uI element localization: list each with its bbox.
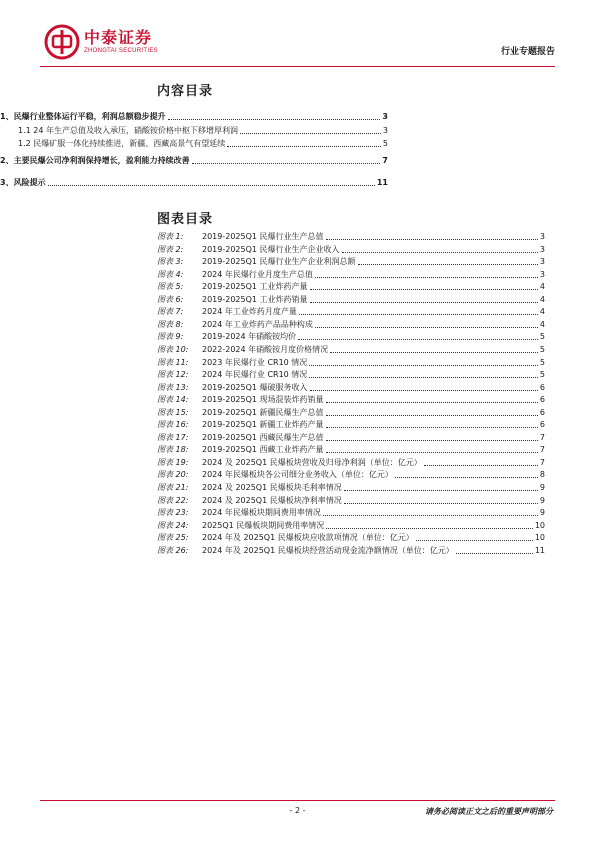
figure-entry-number: 图表 11: [157, 357, 189, 367]
figure-entry[interactable] [157, 382, 545, 393]
figure-entry-page: 10 [534, 533, 545, 543]
figure-entry-page: 6 [539, 420, 545, 430]
dot-leader [310, 302, 538, 303]
figure-entry[interactable] [157, 507, 545, 518]
figure-entry[interactable] [157, 344, 545, 355]
figure-entry-page: 9 [539, 483, 545, 492]
dot-leader [315, 327, 538, 328]
figure-entry-number: 图表 3: [157, 257, 184, 267]
figure-entry-title: 2019-2025Q1 爆破服务收入 [202, 382, 308, 392]
toc-title: 内容目录 [157, 84, 214, 99]
page-header [0, 0, 595, 70]
figure-entry-number: 图表 26: [157, 545, 189, 555]
figure-entry-title: 2019-2024 年硝酸铵均价 [202, 332, 297, 342]
figure-entry[interactable] [157, 281, 545, 292]
toc-entry-page: 7 [382, 156, 388, 165]
figure-entry[interactable] [157, 520, 545, 531]
dot-leader [326, 427, 538, 428]
zhongtai-logo-icon [44, 24, 80, 60]
toc-entry-label: 1、民爆行业整体运行平稳，利润总额稳步提升 [0, 112, 166, 121]
dot-leader [326, 239, 538, 240]
figure-entry-page: 6 [539, 382, 545, 392]
figure-entry-title: 2019-2025Q1 民爆行业生产总值 [202, 232, 324, 241]
dot-leader [227, 146, 381, 147]
dot-leader [416, 540, 533, 541]
figure-entry-number: 图表 15: [157, 407, 189, 417]
toc-entry-page: 3 [382, 112, 388, 121]
figure-entry[interactable] [157, 394, 545, 405]
figure-entry[interactable] [157, 545, 545, 556]
dot-leader [330, 352, 538, 353]
figure-entry-title: 2024 年民爆行业 CR10 情况 [202, 370, 308, 380]
figure-entry-title: 2019-2025Q1 民爆行业生产企业收入 [202, 244, 340, 254]
figure-entry-number: 图表 14: [157, 395, 189, 405]
figure-entry-page: 5 [539, 357, 545, 367]
figure-entry-title: 2019-2025Q1 新疆民爆生产总值 [202, 407, 324, 417]
figure-entry-number: 图表 19: [157, 457, 189, 467]
disclaimer-text: 请务必阅读正文之后的重要声明部分 [425, 807, 553, 816]
dot-leader [326, 440, 538, 441]
figure-entry-page: 8 [539, 470, 545, 480]
dot-leader [240, 133, 381, 134]
toc-entry[interactable] [0, 110, 388, 122]
figure-entry-number: 图表 1: [157, 232, 184, 241]
company-logo [44, 24, 158, 60]
header-divider [40, 66, 555, 67]
figure-entry-number: 图表 24: [157, 520, 189, 530]
figure-entry-title: 2019-2025Q1 西藏工业炸药产量 [202, 445, 324, 455]
toc-entry[interactable] [0, 154, 388, 166]
figure-entry-title: 2024 及 2025Q1 民爆板块净利率情况 [202, 495, 342, 505]
dot-leader [326, 402, 538, 403]
figure-entry[interactable] [157, 294, 545, 305]
figure-entry-title: 2019-2025Q1 工业炸药产量 [202, 282, 308, 292]
figure-entry-number: 图表 18: [157, 445, 189, 455]
report-type-label: 行业专题报告 [500, 47, 555, 57]
figure-entry-title: 2024 年民爆板块期间费用率情况 [202, 508, 321, 518]
figure-entry-title: 2024 年民爆行业月度生产总值 [202, 269, 313, 279]
figure-entry[interactable] [157, 244, 545, 255]
figure-entry[interactable] [157, 432, 545, 443]
figure-entry-page: 3 [539, 244, 545, 254]
figure-entry-page: 7 [539, 457, 545, 467]
toc-entry-label: 2、主要民爆公司净利润保持增长，盈利能力持续改善 [0, 156, 190, 165]
figure-entry-number: 图表 7: [157, 307, 184, 317]
figure-entry-page: 7 [539, 445, 545, 455]
figure-entry-title: 2025Q1 民爆板块期间费用率情况 [202, 520, 325, 530]
dot-leader [315, 277, 538, 278]
figure-entry-number: 图表 9: [157, 332, 184, 342]
dot-leader [298, 339, 538, 340]
figure-entry-page: 6 [539, 407, 545, 417]
figure-entry-title: 2023 年民爆行业 CR10 情况 [202, 357, 308, 367]
dot-leader [342, 252, 538, 253]
figure-entry[interactable] [157, 419, 545, 430]
toc-entry[interactable] [0, 176, 388, 188]
figure-entry-page: 3 [539, 269, 545, 279]
dot-leader [48, 185, 375, 186]
figure-entry-number: 图表 2: [157, 244, 184, 254]
figure-entry-number: 图表 20: [157, 470, 189, 480]
figure-entry-title: 2019-2025Q1 工业炸药销量 [202, 294, 308, 304]
dot-leader [310, 390, 538, 391]
toc-entry-page: 5 [382, 139, 388, 148]
figure-entry-title: 2024 年工业炸药月度产量 [202, 307, 297, 317]
figure-entry-page: 6 [539, 395, 545, 405]
figure-entry[interactable] [157, 331, 545, 342]
figure-entry-title: 2019-2025Q1 西藏民爆生产总值 [202, 432, 324, 442]
figure-entry-page: 11 [534, 545, 545, 555]
logo-english-name: ZHONGTAI SECURITIES [84, 48, 158, 54]
figure-entry[interactable] [157, 457, 545, 468]
dot-leader [344, 503, 538, 504]
figure-entry-number: 图表 22: [157, 495, 189, 505]
figure-entry[interactable] [157, 357, 545, 368]
figure-entry[interactable] [157, 369, 545, 380]
dot-leader [326, 452, 538, 453]
footer-divider [40, 800, 555, 801]
logo-chinese-name: 中泰证券 [84, 28, 153, 47]
toc-entry-label: 1.1 24 年生产总值及收入承压，硝酸铵价格中枢下移增厚利润 [18, 126, 238, 135]
figure-entry-number: 图表 16: [157, 420, 189, 430]
figure-entry-page: 9 [539, 508, 545, 518]
figure-entry-page: 9 [539, 495, 545, 505]
figure-entry[interactable] [157, 444, 545, 455]
figure-entry-page: 5 [539, 344, 545, 354]
figure-entry-page: 4 [539, 307, 545, 317]
figure-entry-page: 3 [539, 232, 545, 241]
figure-entry-title: 2022-2024 年硝酸铵月度价格情况 [202, 344, 329, 354]
figure-entry-page: 7 [539, 432, 545, 442]
figure-entry-title: 2024 及 2025Q1 民爆板块毛利率情况 [202, 483, 342, 492]
figure-entry-title: 2024 年工业炸药产品品种构成 [202, 319, 313, 329]
dot-leader [310, 289, 538, 290]
figure-entry[interactable] [157, 495, 545, 506]
figure-entry-page: 3 [539, 257, 545, 267]
figure-entry-number: 图表 21: [157, 483, 189, 492]
figure-entry-number: 图表 23: [157, 508, 189, 518]
figure-entry-page: 4 [539, 319, 545, 329]
toc-entry[interactable] [0, 137, 388, 149]
dot-leader [344, 490, 538, 491]
figure-entry-page: 5 [539, 370, 545, 380]
figure-entry-title: 2019-2025Q1 新疆工业炸药产量 [202, 420, 324, 430]
figure-entry[interactable] [157, 469, 545, 480]
figure-entry[interactable] [157, 269, 545, 280]
page-number: - 2 - [289, 806, 306, 815]
dot-leader [358, 264, 538, 265]
figure-entry-number: 图表 10: [157, 344, 189, 354]
figure-entry-title: 2024 年及 2025Q1 民爆板块应收款项情况（单位：亿元） [202, 533, 414, 543]
figure-entry-number: 图表 25: [157, 533, 189, 543]
toc-entry-label: 3、风险提示 [0, 178, 46, 187]
figure-entry-page: 5 [539, 332, 545, 342]
dot-leader [309, 365, 538, 366]
dot-leader [323, 515, 538, 516]
dot-leader [299, 314, 538, 315]
figure-entry-number: 图表 5: [157, 282, 184, 292]
dot-leader [309, 377, 538, 378]
figure-entry[interactable] [157, 256, 545, 267]
figure-entry-title: 2019-2025Q1 现场混装炸药销量 [202, 395, 324, 405]
dot-leader [192, 163, 381, 164]
figure-entry[interactable] [157, 482, 545, 493]
figure-entry[interactable] [157, 231, 545, 242]
figure-entry-number: 图表 8: [157, 319, 184, 329]
dot-leader [395, 477, 538, 478]
toc-entry[interactable] [0, 124, 388, 136]
figure-entry-title: 2024 及 2025Q1 民爆板块营收及归母净利润（单位：亿元） [202, 457, 422, 467]
dot-leader [326, 415, 538, 416]
toc-entry-page: 3 [382, 126, 388, 135]
figure-entry-number: 图表 4: [157, 269, 184, 279]
dot-leader [168, 119, 381, 120]
figure-entry[interactable] [157, 306, 545, 317]
figures-list-title: 图表目录 [157, 212, 214, 227]
dot-leader [456, 553, 533, 554]
figure-entry-title: 2024 年民爆板块各公司细分业务收入（单位：亿元） [202, 470, 393, 480]
figure-entry-page: 10 [534, 520, 545, 530]
toc-entry-label: 1.2 民爆矿服一体化持续推进，新疆、西藏高景气有望延续 [18, 139, 226, 148]
figure-entry-number: 图表 6: [157, 294, 184, 304]
figure-entry[interactable] [157, 319, 545, 330]
figure-entry-number: 图表 13: [157, 382, 189, 392]
dot-leader [326, 528, 533, 529]
toc-entry-page: 11 [376, 178, 388, 187]
figure-entry-page: 4 [539, 294, 545, 304]
figure-entry[interactable] [157, 532, 545, 543]
figure-entry-title: 2019-2025Q1 民爆行业生产企业利润总额 [202, 257, 356, 267]
figure-entry-number: 图表 17: [157, 432, 189, 442]
figure-entry-title: 2024 年及 2025Q1 民爆板块经营活动现金流净额情况（单位：亿元） [202, 545, 454, 555]
figure-entry-number: 图表 12: [157, 370, 189, 380]
figure-entry-page: 4 [539, 282, 545, 292]
figure-entry[interactable] [157, 407, 545, 418]
dot-leader [424, 465, 538, 466]
